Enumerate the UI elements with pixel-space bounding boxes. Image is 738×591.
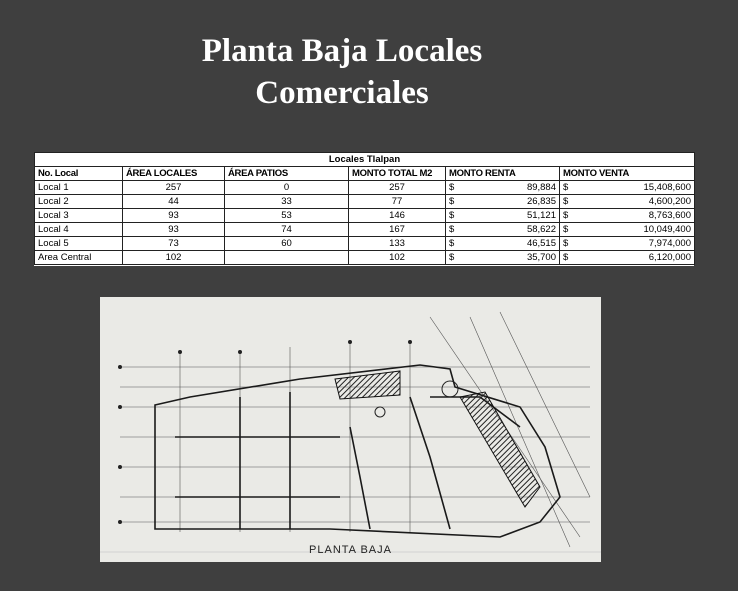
page-title [0, 30, 684, 114]
currency-symbol: $ [563, 224, 569, 235]
cell-no-local: Local 4 [35, 223, 123, 237]
cell-monto-total-m2: 146 [349, 209, 446, 223]
header-monto-total-m2: MONTO TOTAL M2 [349, 167, 446, 181]
amount: 4,600,200 [648, 196, 691, 207]
plan-label: PLANTA BAJA [309, 544, 392, 556]
amount: 7,974,000 [648, 238, 691, 249]
cell-monto-total-m2: 257 [349, 181, 446, 195]
cell-monto-venta [560, 237, 695, 251]
amount: 51,121 [526, 210, 556, 221]
locales-table-sheet [34, 152, 694, 266]
cell-monto-venta [560, 181, 695, 195]
cell-monto-venta [560, 195, 695, 209]
amount: 8,763,600 [648, 210, 691, 221]
cell-area-locales: 93 [123, 209, 225, 223]
amount: 35,700 [526, 252, 556, 263]
cell-area-patios: 74 [225, 223, 349, 237]
locales-table [34, 152, 695, 265]
cell-monto-renta [446, 209, 560, 223]
currency-symbol: $ [563, 210, 569, 221]
cell-monto-total-m2: 167 [349, 223, 446, 237]
header-monto-renta: MONTO RENTA [446, 167, 560, 181]
currency-symbol: $ [563, 182, 569, 193]
amount: 15,408,600 [643, 182, 691, 193]
cell-no-local: Local 3 [35, 209, 123, 223]
cell-area-locales: 102 [123, 251, 225, 265]
cell-no-local: Local 2 [35, 195, 123, 209]
cell-monto-renta [446, 251, 560, 265]
cell-area-patios: 33 [225, 195, 349, 209]
amount: 58,622 [526, 224, 556, 235]
cell-monto-total-m2: 77 [349, 195, 446, 209]
cell-monto-total-m2: 102 [349, 251, 446, 265]
currency-symbol: $ [563, 252, 569, 263]
floor-plan-drawing [100, 297, 601, 562]
amount: 89,884 [526, 182, 556, 193]
table-row [35, 237, 695, 251]
currency-symbol: $ [449, 238, 455, 249]
title-line-1: Planta Baja Locales [201, 33, 483, 69]
currency-symbol: $ [449, 252, 455, 263]
cell-area-patios: 60 [225, 237, 349, 251]
table-row [35, 251, 695, 265]
cell-monto-venta [560, 223, 695, 237]
amount: 46,515 [526, 238, 556, 249]
currency-symbol: $ [563, 238, 569, 249]
title-line-2: Comerciales [255, 75, 429, 111]
header-monto-venta: MONTO VENTA [560, 167, 695, 181]
cell-no-local: Local 1 [35, 181, 123, 195]
header-no-local: No. Local [35, 167, 123, 181]
cell-monto-renta [446, 223, 560, 237]
cell-monto-venta [560, 251, 695, 265]
table-row [35, 181, 695, 195]
cell-area-patios: 53 [225, 209, 349, 223]
amount: 6,120,000 [648, 252, 691, 263]
currency-symbol: $ [449, 210, 455, 221]
header-area-locales: ÁREA LOCALES [123, 167, 225, 181]
table-header-row [35, 167, 695, 181]
currency-symbol: $ [563, 196, 569, 207]
cell-area-locales: 73 [123, 237, 225, 251]
amount: 10,049,400 [643, 224, 691, 235]
cell-area-patios [225, 251, 349, 265]
cell-area-patios: 0 [225, 181, 349, 195]
cell-monto-renta [446, 181, 560, 195]
cell-monto-renta [446, 237, 560, 251]
table-row [35, 223, 695, 237]
header-area-patios: ÁREA PATIOS [225, 167, 349, 181]
cell-monto-renta [446, 195, 560, 209]
currency-symbol: $ [449, 196, 455, 207]
table-row [35, 195, 695, 209]
cell-monto-total-m2: 133 [349, 237, 446, 251]
cell-area-locales: 44 [123, 195, 225, 209]
cell-area-locales: 93 [123, 223, 225, 237]
currency-symbol: $ [449, 224, 455, 235]
cell-monto-venta [560, 209, 695, 223]
cell-area-locales: 257 [123, 181, 225, 195]
floor-plan-image [100, 297, 601, 562]
currency-symbol: $ [449, 182, 455, 193]
table-caption: Locales Tlalpan [35, 153, 695, 167]
cell-no-local: Local 5 [35, 237, 123, 251]
table-row [35, 209, 695, 223]
amount: 26,835 [526, 196, 556, 207]
cell-no-local: Area Central [35, 251, 123, 265]
